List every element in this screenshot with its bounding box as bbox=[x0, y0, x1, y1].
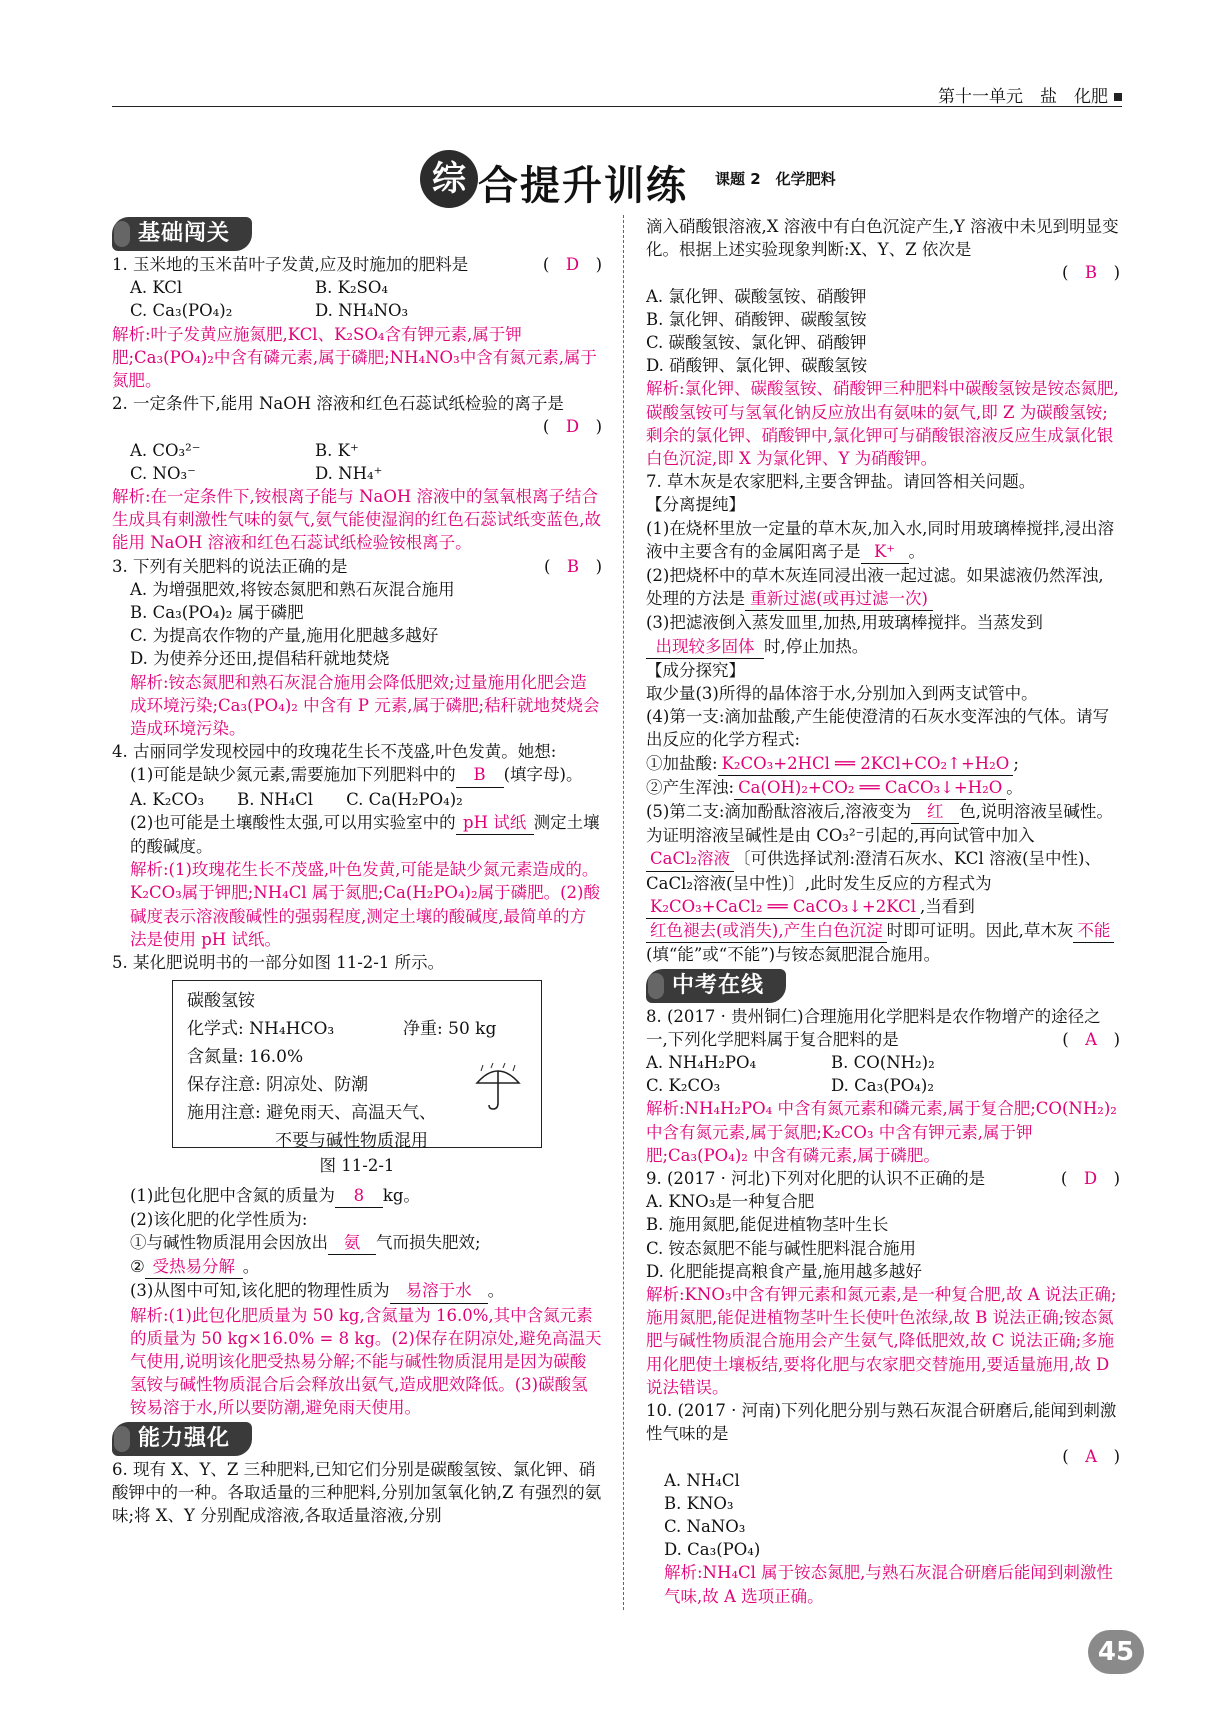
page-number: 45 bbox=[1088, 1630, 1144, 1674]
umbrella-icon bbox=[473, 1061, 523, 1113]
explanation: 解析:KNO₃中含有钾元素和氮元素,是一种复合肥,故 A 说法正确;施用氮肥,能促进植物茎叶生长使叶色浓绿,故 B 说法正确;铵态氮肥与碱性物质混合施用会产生氨气,降低肥效,故 C 说法正确;多施用化肥使土壤板结,要将化肥与农家肥交替施用,要适量施用,故 D 说法错误。 bbox=[646, 1284, 1117, 1397]
explanation: 解析:氯化钾、碳酸氢铵、硝酸钾三种肥料中碳酸氢铵是铵态氮肥,碳酸氢铵可与氢氧化钠反应放出有氨味的氨气,即 Z 为碳酸氢铵;剩余的氯化钾、硝酸钾中,氯化钾可与硝酸银溶液反应生成氯化银白色沉淀,即 X 为氯化钾、Y 为硝酸钾。 bbox=[646, 379, 1119, 469]
question-7: 7. 草木灰是农家肥料,主要含钾盐。请回答相关问题。 【分离提纯】 (1)在烧杯里放一定量的草木灰,加入水,同时用玻璃棒搅拌,浸出溶液中主要含有的金属阳离子是 K⁺ 。 (2)把烧杯中的草木灰连同浸出液一起过滤。如果滤液仍然浑浊,处理的方法是 重新过滤(或再过滤一次) (3)把滤液倒入蒸发皿里,加热,用玻璃棒搅拌。当蒸发到出现较多固体 时,停止加热。 【成分探究】 取少量(3)所得的晶体溶于水,分别加入到两支试管中。 (4)第一支:滴加盐酸,产生能使澄清的石灰水变浑浊的气体。请写出反应的化学方程式: ①加盐酸: K₂CO₃+2HCl ══ 2KCl+CO₂↑+H₂O ; ②产生浑浊: Ca(OH)₂+CO₂ ══ CaCO₃↓+H₂O 。 (5)第二支:滴加酚酞溶液后,溶液变为 红 色,说明溶液呈碱性。为证明溶液呈碱性是由 CO₃²⁻引起的,再向试管中加入CaCl₂溶液 〔可供选择试剂:澄清石灰水、KCl 溶液(呈中性)、CaCl₂溶液(呈中性)〕,此时发生反应的方程式为K₂CO₃+CaCl₂ ══ CaCO₃↓+2KCl ,当看到红色褪去(或消失),产生白色沉淀 时即可证明。因此,草木灰 不能(填“能”或“不能”)与铵态氮肥混合施用。 bbox=[646, 472, 1115, 965]
explanation: 解析:在一定条件下,铵根离子能与 NaOH 溶液中的氢氧根离子结合生成具有刺激性气味的氨气,氨气能使湿润的红色石蕊试纸变蓝色,故能用 NaOH 溶液和红色石蕊试纸检验铵根离子。 bbox=[112, 487, 601, 553]
explanation: 解析:(1)玫瑰花生长不茂盛,叶色发黄,可能是缺少氮元素造成的。K₂CO₃属于钾肥;NH₄Cl 属于氮肥;Ca(H₂PO₄)₂属于磷肥。(2)酸碱度表示溶液酸碱性的强弱程度,测定土壤的酸碱度,最简单的方法是使用 pH 试纸。 bbox=[130, 860, 600, 949]
banner-subtitle: 课题 2 化学肥料 bbox=[715, 170, 836, 188]
fertilizer-label: 碳酸氢铵 化学式: NH₄HCO₃ 净重: 50 kg 含氮量: 16.0% 保存注意: 阴凉处、防潮 施用注意: 避免雨天、高温天气、 不要与碱性物质混用 bbox=[172, 980, 542, 1148]
question-9: 9. (2017 · 河北)下列对化肥的认识不正确的是 ( D ) A. KNO₃是一种复合肥 B. 施用氮肥,能促进植物茎叶生长 C. 铵态氮肥不能与碱性肥料混合施用 D. 化肥能提高粮食产量,施用越多越好 解析:KNO₃中含有钾元素和氮元素,是一种复合肥,故 A 说法正确;施用氮肥,能促进植物茎叶生长使叶色浓绿,故 B 说法正确;铵态氮肥与碱性物质混合施用会产生氨气,降低肥效,故 C 说法正确;多施用化肥使土壤板结,要将化肥与农家肥交替施用,要适量施用,故 D 说法错误。 bbox=[646, 1167, 1120, 1399]
question-6-cont: 滴入硝酸银溶液,X 溶液中有白色沉淀产生,Y 溶液中未见到明显变化。根据上述实验现象判断:X、Y、Z 依次是 ( B ) A. 氯化钾、碳酸氢铵、硝酸钾 B. 氯化钾、硝酸钾、碳酸氢铵 C. 碳酸氢铵、氯化钾、硝酸钾 D. 硝酸钾、氯化钾、碳酸氢铵 解析:氯化钾、碳酸氢铵、硝酸钾三种肥料中碳酸氢铵是铵态氮肥,碳酸氢铵可与氢氧化钠反应放出有氨味的氨气,即 Z 为碳酸氢铵;剩余的氯化钾、硝酸钾中,氯化钾可与硝酸银溶液反应生成氯化银白色沉淀,即 X 为氯化钾、Y 为硝酸钾。 bbox=[646, 215, 1120, 470]
question-2: 2. 一定条件下,能用 NaOH 溶液和红色石蕊试纸检验的离子是 ( D ) A. CO₃²⁻ B. K⁺ C. NO₃⁻ D. NH₄⁺ 解析:在一定条件下,铵根离子能与 NaOH 溶液中的氢氧根离子结合生成具有刺激性气味的氨气,氨气能使湿润的红色石蕊试纸变蓝色,故能用 NaOH 溶液和红色石蕊试纸检验铵根离子。 bbox=[112, 392, 602, 554]
right-column bbox=[646, 215, 1120, 1608]
section-ability: 能力强化 bbox=[112, 1422, 252, 1456]
banner-circle: 综 bbox=[420, 150, 478, 208]
question-10: 10. (2017 · 河南)下列化肥分别与熟石灰混合研磨后,能闻到刺激性气味的是 ( A ) A. NH₄Cl B. KNO₃ C. NaNO₃ D. Ca₃(PO₄) 解析:NH₄Cl 属于铵态氮肥,与熟石灰混合研磨后能闻到刺激性气味,故 A 选项正确。 bbox=[646, 1399, 1120, 1608]
explanation: 解析:(1)此包化肥质量为 50 kg,含氮量为 16.0%,其中含氮元素的质量为 50 kg×16.0% = 8 kg。(2)保存在阴凉处,避免高温天气使用,说明该化肥受热易分解;不能与碱性物质混用是因为碳酸氢铵与碱性物质混合后会释放出氨气,造成肥效降低。(3)碳酸氢铵易溶于水,所以要防潮,避免雨天使用。 bbox=[130, 1305, 602, 1418]
question-3: 3. 下列有关肥料的说法正确的是 ( B ) A. 为增强肥效,将铵态氮肥和熟石灰混合施用 B. Ca₃(PO₄)₂ 属于磷肥 C. 为提高农作物的产量,施用化肥越多越好 D. 为使养分还田,提倡秸秆就地焚烧 解析:铵态氮肥和熟石灰混合施用会降低肥效;过量施用化肥会造成环境污染;Ca₃(PO₄)₂ 中含有 P 元素,属于磷肥;秸秆就地焚烧会造成环境污染。 bbox=[112, 555, 602, 741]
question-5: 5. 某化肥说明书的一部分如图 11-2-1 所示。 碳酸氢铵 化学式: NH₄HCO₃ 净重: 50 kg 含氮量: 16.0% 保存注意: 阴凉处、防潮 施用注意: 避免雨天、高温天气、 不要与碱性物质混用 图 11-2-1 (1)此包化肥中含氮的质量为 8 kg。 (2)该化肥的化学性质为: ①与碱性物质混用会因放出 氨 气而损失肥效; ② 受热易分解 。 (3)从图中可知,该化肥的物理性质为 易溶于水 。 解析:(1)此包化肥质量为 50 kg,含氮量为 16.0%,其中含氮元素的质量为 50 kg×16.0% = 8 kg。(2)保存在阴凉处,避免高温天气使用,说明该化肥受热易分解;不能与碱性物质混用是因为碳酸氢铵与碱性物质混合后会释放出氨气,造成肥效降低。(3)碳酸氢铵易溶于水,所以要防潮,避免雨天使用。 bbox=[112, 951, 602, 1419]
explanation: 解析:叶子发黄应施氮肥,KCl、K₂SO₄含有钾元素,属于钾肥;Ca₃(PO₄)₂中含有磷元素,属于磷肥;NH₄NO₃中含有氮元素,属于氮肥。 bbox=[112, 324, 597, 391]
figure-caption: 图 11-2-1 bbox=[319, 1156, 395, 1176]
header-text: 第十一单元 盐 化肥 bbox=[938, 82, 1122, 107]
explanation: 解析:NH₄Cl 属于铵态氮肥,与熟石灰混合研磨后能闻到刺激性气味,故 A 选项正确。 bbox=[664, 1563, 1113, 1606]
square-icon bbox=[1114, 93, 1122, 101]
column-divider bbox=[623, 215, 624, 1610]
page-header bbox=[112, 80, 1122, 107]
left-column bbox=[112, 215, 602, 1527]
question-8: 8. (2017 · 贵州铜仁)合理施用化学肥料是农作物增产的途径之一,下列化学肥料属于复合肥料的是 ( A ) A. NH₄H₂PO₄ B. CO(NH₂)₂ C. K₂CO₃ D. Ca₃(PO₄)₂ 解析:NH₄H₂PO₄ 中含有氮元素和磷元素,属于复合肥;CO(NH₂)₂ 中含有氮元素,属于氮肥;K₂CO₃ 中含有钾元素,属于钾肥;Ca₃(PO₄)₂ 中含有磷元素,属于磷肥。 bbox=[646, 1005, 1120, 1167]
section-exam: 中考在线 bbox=[646, 969, 786, 1003]
explanation: 解析:铵态氮肥和熟石灰混合施用会降低肥效;过量施用化肥会造成环境污染;Ca₃(PO₄)₂ 中含有 P 元素,属于磷肥;秸秆就地焚烧会造成环境污染。 bbox=[130, 672, 600, 739]
explanation: 解析:NH₄H₂PO₄ 中含有氮元素和磷元素,属于复合肥;CO(NH₂)₂ 中含有氮元素,属于氮肥;K₂CO₃ 中含有钾元素,属于钾肥;Ca₃(PO₄)₂ 中含有磷元素,属于磷肥。 bbox=[646, 1099, 1117, 1165]
banner-title: 合提升训练 bbox=[478, 163, 688, 209]
question-6-start: 6. 现有 X、Y、Z 三种肥料,已知它们分别是碳酸氢铵、氯化钾、硝酸钾中的一种。各取适量的三种肥料,分别加氢氧化钠,Z 有强烈的氨味;将 X、Y 分别配成溶液,各取适量溶液,分别 bbox=[112, 1459, 602, 1525]
question-1: 1. 玉米地的玉米苗叶子发黄,应及时施加的肥料是 ( D ) A. KCl B. K₂SO₄ C. Ca₃(PO₄)₂ D. NH₄NO₃ 解析:叶子发黄应施氮肥,KCl、K₂SO₄含有钾元素,属于钾肥;Ca₃(PO₄)₂中含有磷元素,属于磷肥;NH₄NO₃中含有氮元素,属于氮肥。 bbox=[112, 253, 602, 392]
section-basic: 基础闯关 bbox=[112, 217, 252, 251]
question-4: 4. 古丽同学发现校园中的玫瑰花生长不茂盛,叶色发黄。她想: (1)可能是缺少氮元素,需要施加下列肥料中的 B (填字母)。 A. K₂CO₃ B. NH₄Cl C. Ca(H₂PO₄)₂ (2)也可能是土壤酸性太强,可以用实验室中的 pH 试纸 测定土壤的酸碱度。 解析:(1)玫瑰花生长不茂盛,叶色发黄,可能是缺少氮元素造成的。K₂CO₃属于钾肥;NH₄Cl 属于氮肥;Ca(H₂PO₄)₂属于磷肥。(2)酸碱度表示溶液酸碱性的强弱程度,测定土壤的酸碱度,最简单的方法是使用 pH 试纸。 bbox=[112, 740, 602, 951]
